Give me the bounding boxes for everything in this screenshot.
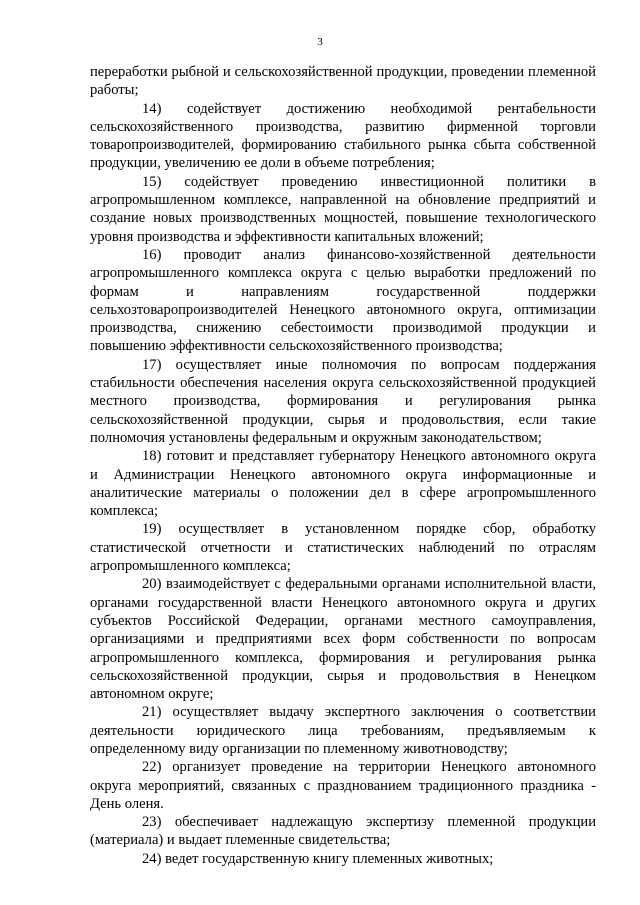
paragraph-item-18: 18) готовит и представляет губернатору Ненецкого автономного округа и Администрации Ненецкого автономного округа информационные и аналитические материалы о положении дел в сфере агропромышленного комплекса; <box>90 448 596 520</box>
paragraph-item-20: 20) взаимодействует с федеральными органами исполнительной власти, органами государственной власти Ненецкого автономного округа и других субъектов Российской Федерации, органами местного самоуправления, организациями и предприятиями всех форм собственности по вопросам агропромышленного комплекса, формирования и регулирования рынка сельскохозяйственной продукции, сырья и продовольствия в Ненецком автономном округе; <box>90 576 596 703</box>
document-body <box>90 63 596 868</box>
paragraph-item-24: 24) ведет государственную книгу племенных животных; <box>142 850 494 867</box>
page-number: 3 <box>317 36 323 48</box>
paragraph-item-15: 15) содействует проведению инвестиционной политики в агропромышленном комплексе, направленной на обновление предприятий и создание новых производственных мощностей, повышение технологического уровня производства и эффективности капитальных вложений; <box>90 173 596 245</box>
paragraph-continuation: переработки рыбной и сельскохозяйственной продукции, проведении племенной работы; <box>90 64 596 99</box>
paragraph-item-19: 19) осуществляет в установленном порядке сбор, обработку статистической отчетности и статистических наблюдений по отраслям агропромышленного комплекса; <box>90 521 596 575</box>
paragraph-item-17: 17) осуществляет иные полномочия по вопросам поддержания стабильности обеспечения населения округа сельскохозяйственной продукцией местного производства, формирования и регулирования рынка сельскохозяйственной продукции, сырья и продовольствия, если такие полномочия установлены федеральным и окружным законодательством; <box>90 356 596 446</box>
paragraph-item-16: 16) проводит анализ финансово-хозяйственной деятельности агропромышленного комплекса округа с целью выработки предложений по формам и направлениям государственной поддержки сельхозтоваропроизводителей Ненецкого автономного округа, оптимизации производства, снижению себестоимости производимой продукции и повышению эффективности сельскохозяйственного производства; <box>90 246 596 355</box>
paragraph-item-22: 22) организует проведение на территории Ненецкого автономного округа мероприятий, связанных с празднованием традиционного праздника - День оленя. <box>90 759 596 812</box>
paragraph-item-21: 21) осуществляет выдачу экспертного заключения о соответствии деятельности юридического лица требованиям, предъявляемым к определенному виду организации по племенному животноводству; <box>90 704 596 757</box>
paragraph-item-14: 14) содействует достижению необходимой рентабельности сельскохозяйственного производства, развитию фирменной торговли товаропроизводителей, формированию стабильного рынка сбыта собственной продукции, увеличению ее доли в объеме потребления; <box>90 100 596 172</box>
paragraph-item-23: 23) обеспечивает надлежащую экспертизу племенной продукции (материала) и выдает племенные свидетельства; <box>90 814 596 849</box>
